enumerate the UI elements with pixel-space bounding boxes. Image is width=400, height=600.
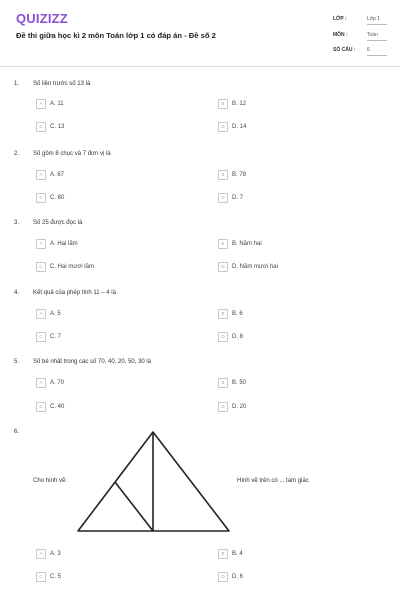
option-text: A. Hai lăm [50,241,78,247]
option-text: B. Năm hai [232,241,262,247]
meta-class-value: Lớp 1 [367,16,381,22]
option-letter-box: B [218,99,228,109]
question-number: 2. [14,151,20,157]
option-letter-box: D [218,572,228,582]
option-letter-box: D [218,262,228,272]
meta-subject-key: MÔN : [333,32,348,38]
question-text: Số gồm 8 chục và 7 đơn vị là [33,151,111,157]
question-number: 6. [14,429,20,435]
meta-subject-value: Toán [367,32,378,38]
option-letter-box: B [218,309,228,319]
meta-count-key: SỐ CÂU : [333,47,356,53]
option-text: A. 87 [50,172,65,178]
option-text: C. 5 [50,574,62,580]
option-letter-box: B [218,239,228,249]
option-text: C. 7 [50,334,62,340]
meta-count-value: 6 [367,47,370,53]
option-letter-box: B [218,378,228,388]
option-letter-box: D [218,402,228,412]
brand-logo: QUIZIZZ [16,11,68,26]
question-number: 1. [14,81,20,87]
option-letter-box: A [36,170,46,180]
option-text: B. 78 [232,172,247,178]
option-letter-box: D [218,122,228,132]
option-text: A. 3 [50,551,61,557]
option-text: D. 6 [232,574,244,580]
option-letter-box: A [36,239,46,249]
option-letter-box: D [218,193,228,203]
document-title: Đề thi giữa học kì 2 môn Toán lớp 1 có đáp án - Đề số 2 [16,31,216,40]
option-text: B. 12 [232,101,247,107]
meta-class-key: LỚP : [333,16,347,22]
option-text: B. 6 [232,311,243,317]
question-text: Số 25 được đọc là [33,220,83,226]
question-text: Số bé nhất trong các số 70, 40, 20, 50, 30 là [33,359,152,365]
option-text: D. 7 [232,195,244,201]
option-text: A. 5 [50,311,61,317]
option-letter-box: A [36,99,46,109]
option-text: D. 8 [232,334,244,340]
figure-question: Hình vẽ trên có ... tam giác [237,478,309,484]
option-letter-box: C [36,193,46,203]
option-letter-box: B [218,170,228,180]
option-letter-box: C [36,262,46,272]
option-letter-box: A [36,309,46,319]
question-number: 4. [14,290,20,296]
option-letter-box: C [36,332,46,342]
option-text: C. 40 [50,404,65,410]
option-letter-box: D [218,332,228,342]
option-text: C. 80 [50,195,65,201]
option-text: D. 20 [232,404,247,410]
option-letter-box: A [36,549,46,559]
question-text: Số liền trước số 13 là [33,81,91,87]
figure-intro: Cho hình vẽ: [33,478,68,484]
inner-segment [115,482,153,531]
option-text: C. Hai mươi lăm [50,264,94,270]
option-text: B. 50 [232,380,247,386]
option-text: B. 4 [232,551,243,557]
question-number: 5. [14,359,20,365]
option-letter-box: A [36,378,46,388]
option-text: D. Năm mươi hai [232,264,278,270]
option-text: A. 11 [50,101,64,107]
option-letter-box: C [36,402,46,412]
option-letter-box: C [36,122,46,132]
question-number: 3. [14,220,20,226]
option-text: D. 14 [232,124,247,130]
option-letter-box: B [218,549,228,559]
option-text: C. 13 [50,124,65,130]
option-letter-box: C [36,572,46,582]
option-text: A. 70 [50,380,65,386]
question-text: Kết quả của phép tính 11 – 4 là [33,290,116,296]
